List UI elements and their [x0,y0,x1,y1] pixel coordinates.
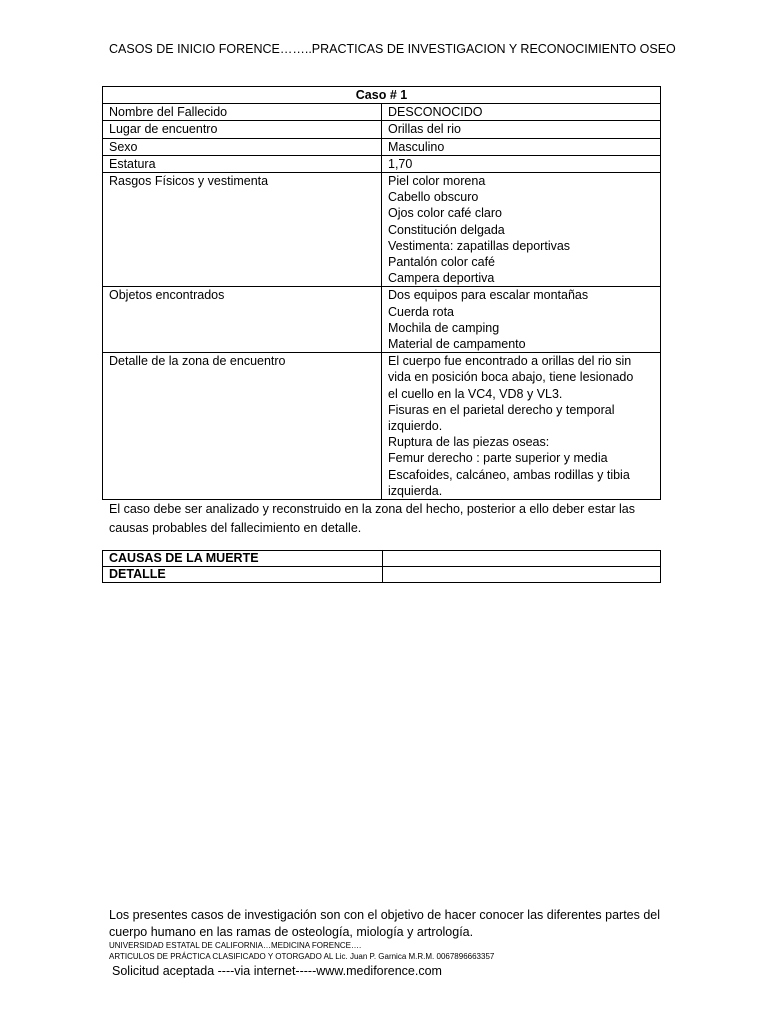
row-label: Lugar de encuentro [103,121,382,138]
value-line: Material de campamento [388,337,526,352]
value-line: Constitución delgada [388,222,505,237]
case-caption: Caso # 1 [103,87,661,104]
causes-value-cell[interactable] [383,551,661,567]
value-line: Escafoides, calcáneo, ambas rodillas y tibia [388,467,630,482]
value-line: 1,70 [388,156,413,171]
row-label: Detalle de la zona de encuentro [103,353,382,500]
case-table [102,86,661,500]
row-value [382,121,661,138]
row-value [382,173,661,287]
row-label: Objetos encontrados [103,287,382,353]
value-line: izquierdo. [388,419,443,434]
table-row [103,353,661,500]
value-line: vida en posición boca abajo, tiene lesionado [388,370,634,385]
value-line: DESCONOCIDO [388,105,483,120]
value-line: Campera deportiva [388,271,495,286]
value-line: Femur derecho : parte superior y media [388,451,608,466]
detail-label: DETALLE [103,567,383,583]
footer-request: Solicitud aceptada ----via internet-----www.mediforence.com [112,964,442,978]
value-line: Piel color morena [388,174,486,189]
detail-value-cell[interactable] [383,567,661,583]
footer-university: UNIVERSIDAD ESTATAL DE CALIFORNIA…MEDICINA FORENCE…. [109,941,362,950]
value-line: Mochila de camping [388,320,500,335]
table-row [103,567,661,583]
table-row [103,287,661,353]
table-row [103,121,661,138]
table-row [103,138,661,155]
value-line: Dos equipos para escalar montañas [388,288,589,303]
row-label: Rasgos Físicos y vestimenta [103,173,382,287]
row-value [382,138,661,155]
footer-articles: ARTICULOS DE PRÁCTICA CLASIFICADO Y OTORGADO AL Lic. Juan P. Garnica M.R.M. 0067896663357 [109,952,495,961]
page-title: CASOS DE INICIO FORENCE……..PRACTICAS DE INVESTIGACION Y RECONOCIMIENTO OSEO [109,42,676,56]
causes-table [102,550,661,583]
row-label: Nombre del Fallecido [103,104,382,121]
row-label: Estatura [103,155,382,172]
value-line: Ojos color café claro [388,206,502,221]
table-row [103,551,661,567]
value-line: el cuello en la VC4, VD8 y VL3. [388,386,563,401]
row-value [382,104,661,121]
analysis-note: El caso debe ser analizado y reconstruido en la zona del hecho, posterior a ello deber estar las causas probables del fallecimiento en detalle. [109,502,636,535]
footer-description: Los presentes casos de investigación son con el objetivo de hacer conocer las diferentes partes del cuerpo humano en las ramas de osteología, miología y artrología. [109,908,661,939]
value-line: Fisuras en el parietal derecho y temporal [388,402,615,417]
table-row [103,155,661,172]
value-line: Orillas del rio [388,122,461,137]
value-line: Pantalón color café [388,255,496,270]
value-line: Vestimenta: zapatillas deportivas [388,238,571,253]
row-value [382,155,661,172]
value-line: El cuerpo fue encontrado a orillas del rio sin [388,354,632,369]
table-row [103,173,661,287]
value-line: Ruptura de las piezas oseas: [388,435,550,450]
row-value [382,353,661,500]
causes-label: CAUSAS DE LA MUERTE [103,551,383,567]
table-row [103,104,661,121]
row-label: Sexo [103,138,382,155]
value-line: izquierda. [388,483,443,498]
row-value [382,287,661,353]
value-line: Cabello obscuro [388,190,479,205]
value-line: Masculino [388,139,445,154]
table-caption-row [103,87,661,104]
value-line: Cuerda rota [388,304,455,319]
